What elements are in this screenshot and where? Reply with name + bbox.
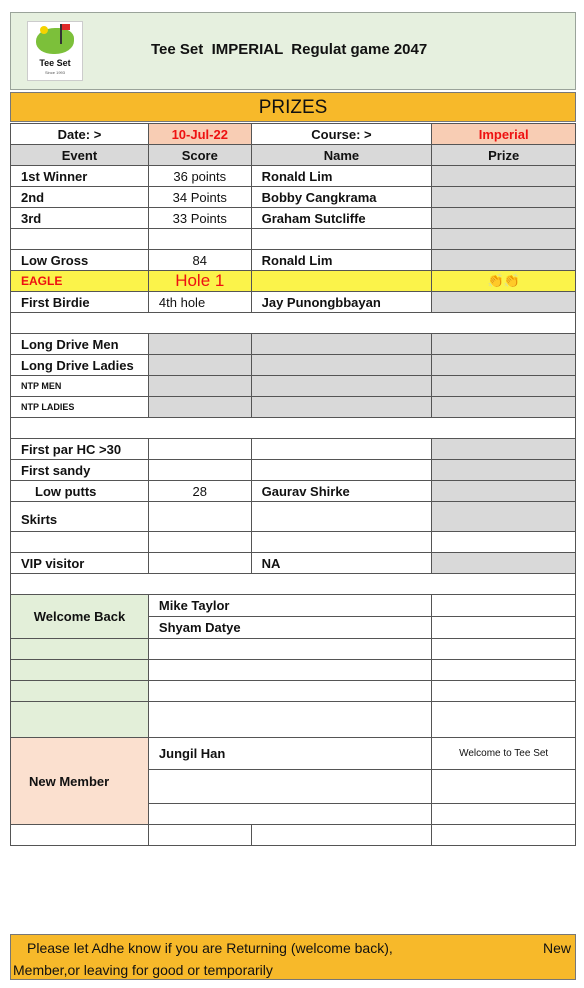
table-row [11,397,576,418]
score-cell[interactable]: 33 Points [148,208,251,229]
event-cell[interactable]: First Birdie [11,292,149,313]
table-row [11,355,576,376]
prize-cell[interactable] [432,250,576,271]
footer-note [10,934,576,980]
empty-cell[interactable] [148,532,251,553]
table-row [11,502,576,532]
prize-cell[interactable] [432,166,576,187]
name-cell[interactable] [251,439,432,460]
score-cell[interactable] [148,439,251,460]
empty-cell[interactable] [148,770,431,804]
welcome-back-row [11,639,576,660]
welcome-back-cell [11,702,149,738]
score-cell[interactable]: 84 [148,250,251,271]
welcome-back-label: Welcome Back [11,595,149,639]
event-cell[interactable]: 3rd [11,208,149,229]
event-cell[interactable]: NTP MEN [11,376,149,397]
score-cell[interactable] [148,460,251,481]
event-cell[interactable]: Skirts [11,502,149,532]
col-prize: Prize [432,145,576,166]
golf-ball-icon [40,26,48,34]
date-row [11,124,576,145]
prize-cell[interactable] [432,553,576,574]
event-cell[interactable]: 2nd [11,187,149,208]
logo-text: Tee Set [39,58,71,68]
new-member-name[interactable]: Jungil Han [148,738,431,770]
empty-cell[interactable] [432,702,576,738]
score-cell[interactable] [148,334,251,355]
logo-subtext: Since 1993 [44,70,65,75]
prize-cell[interactable] [432,376,576,397]
name-cell[interactable]: Gaurav Shirke [251,481,432,502]
score-cell[interactable]: 28 [148,481,251,502]
table-row [11,208,576,229]
spacer-cell [11,418,576,439]
spacer-cell [11,313,576,334]
col-name: Name [251,145,432,166]
score-cell[interactable]: 36 points [148,166,251,187]
name-cell[interactable]: NA [251,553,432,574]
name-cell[interactable] [251,334,432,355]
welcome-back-cell [11,639,149,660]
table-row [11,334,576,355]
footer-line-2: Member,or leaving for good or temporarily [13,962,273,978]
welcome-back-row [11,595,576,617]
event-cell[interactable]: Low putts [11,481,149,502]
event-cell[interactable]: First par HC >30 [11,439,149,460]
event-cell[interactable]: VIP visitor [11,553,149,574]
welcome-back-cell [11,660,149,681]
table-row [11,553,576,574]
table-row [11,825,576,846]
empty-cell[interactable] [148,804,431,825]
empty-row [11,418,576,439]
prize-cell[interactable] [432,460,576,481]
empty-cell[interactable] [432,681,576,702]
welcome-back-row [11,681,576,702]
course-label: Course: > [251,124,432,145]
empty-cell[interactable] [251,825,432,846]
empty-cell[interactable] [148,660,431,681]
prize-table [10,123,576,846]
event-cell[interactable]: 1st Winner [11,166,149,187]
empty-cell[interactable] [251,532,432,553]
empty-cell[interactable] [251,229,432,250]
empty-cell[interactable] [432,804,576,825]
new-member-label: New Member [11,738,149,825]
empty-cell[interactable] [148,681,431,702]
score-cell[interactable]: Hole 1 [148,271,251,292]
clapping-hands-icon[interactable]: 👏👏 [432,271,576,292]
empty-cell[interactable] [148,229,251,250]
score-cell[interactable] [148,355,251,376]
empty-cell[interactable] [432,660,576,681]
empty-cell[interactable] [148,702,431,738]
name-cell[interactable] [251,355,432,376]
prize-cell[interactable] [432,617,576,639]
name-cell[interactable]: Ronald Lim [251,250,432,271]
prize-cell[interactable] [432,397,576,418]
date-value[interactable]: 10-Jul-22 [148,124,251,145]
name-cell[interactable]: Graham Sutcliffe [251,208,432,229]
empty-cell[interactable] [11,532,149,553]
empty-cell[interactable] [148,825,251,846]
name-cell[interactable]: Jay Punongbbayan [251,292,432,313]
prize-cell[interactable] [432,481,576,502]
name-cell[interactable] [251,460,432,481]
column-header-row [11,145,576,166]
prizes-banner: PRIZES [10,92,576,122]
welcome-back-name[interactable]: Mike Taylor [148,595,431,617]
name-cell[interactable] [251,271,432,292]
table-row [11,250,576,271]
empty-cell[interactable] [432,825,576,846]
score-cell[interactable] [148,553,251,574]
flag-icon [62,24,70,30]
new-member-note[interactable]: Welcome to Tee Set [432,738,576,770]
empty-cell[interactable] [432,770,576,804]
course-value[interactable]: Imperial [432,124,576,145]
col-event: Event [11,145,149,166]
table-row [11,481,576,502]
prize-cell[interactable] [432,208,576,229]
empty-row [11,229,576,250]
table-row [11,187,576,208]
empty-row [11,574,576,595]
prize-cell[interactable] [432,229,576,250]
prize-cell[interactable] [432,595,576,617]
event-cell[interactable]: NTP LADIES [11,397,149,418]
name-cell[interactable]: Bobby Cangkrama [251,187,432,208]
prize-cell[interactable] [432,355,576,376]
empty-row [11,532,576,553]
score-cell[interactable] [148,397,251,418]
footer-line-1-end: New [542,940,571,956]
event-cell[interactable]: First sandy [11,460,149,481]
table-row [11,292,576,313]
prize-cell[interactable] [432,439,576,460]
table-row [11,166,576,187]
table-row [11,376,576,397]
prize-cell[interactable] [432,292,576,313]
prize-cell[interactable] [432,502,576,532]
prize-sheet [10,12,576,988]
event-cell[interactable]: EAGLE [11,271,149,292]
empty-cell[interactable] [432,639,576,660]
score-cell[interactable] [148,376,251,397]
name-cell[interactable] [251,397,432,418]
welcome-back-row [11,660,576,681]
empty-cell[interactable] [11,825,149,846]
empty-cell[interactable] [432,532,576,553]
prize-cell[interactable] [432,187,576,208]
table-row [11,439,576,460]
welcome-back-cell [11,681,149,702]
page-title: Tee Set IMPERIAL Regulat game 2047 [151,41,428,58]
event-cell[interactable]: Low Gross [11,250,149,271]
score-cell[interactable]: 34 Points [148,187,251,208]
eagle-row [11,271,576,292]
event-cell[interactable]: Long Drive Ladies [11,355,149,376]
welcome-back-name[interactable]: Shyam Datye [148,617,431,639]
footer-line-1: Please let Adhe know if you are Returning (welcome back), [27,940,393,956]
spacer-cell [11,574,576,595]
empty-cell[interactable] [148,639,431,660]
welcome-back-row [11,702,576,738]
name-cell[interactable] [251,376,432,397]
tee-set-logo [27,21,83,81]
empty-cell[interactable] [11,229,149,250]
prize-cell[interactable] [432,334,576,355]
event-cell[interactable]: Long Drive Men [11,334,149,355]
score-cell[interactable] [148,502,251,532]
date-label: Date: > [11,124,149,145]
new-member-row [11,738,576,770]
score-cell[interactable]: 4th hole [148,292,251,313]
header [10,12,576,90]
table-row [11,460,576,481]
empty-row [11,313,576,334]
name-cell[interactable] [251,502,432,532]
col-score: Score [148,145,251,166]
name-cell[interactable]: Ronald Lim [251,166,432,187]
